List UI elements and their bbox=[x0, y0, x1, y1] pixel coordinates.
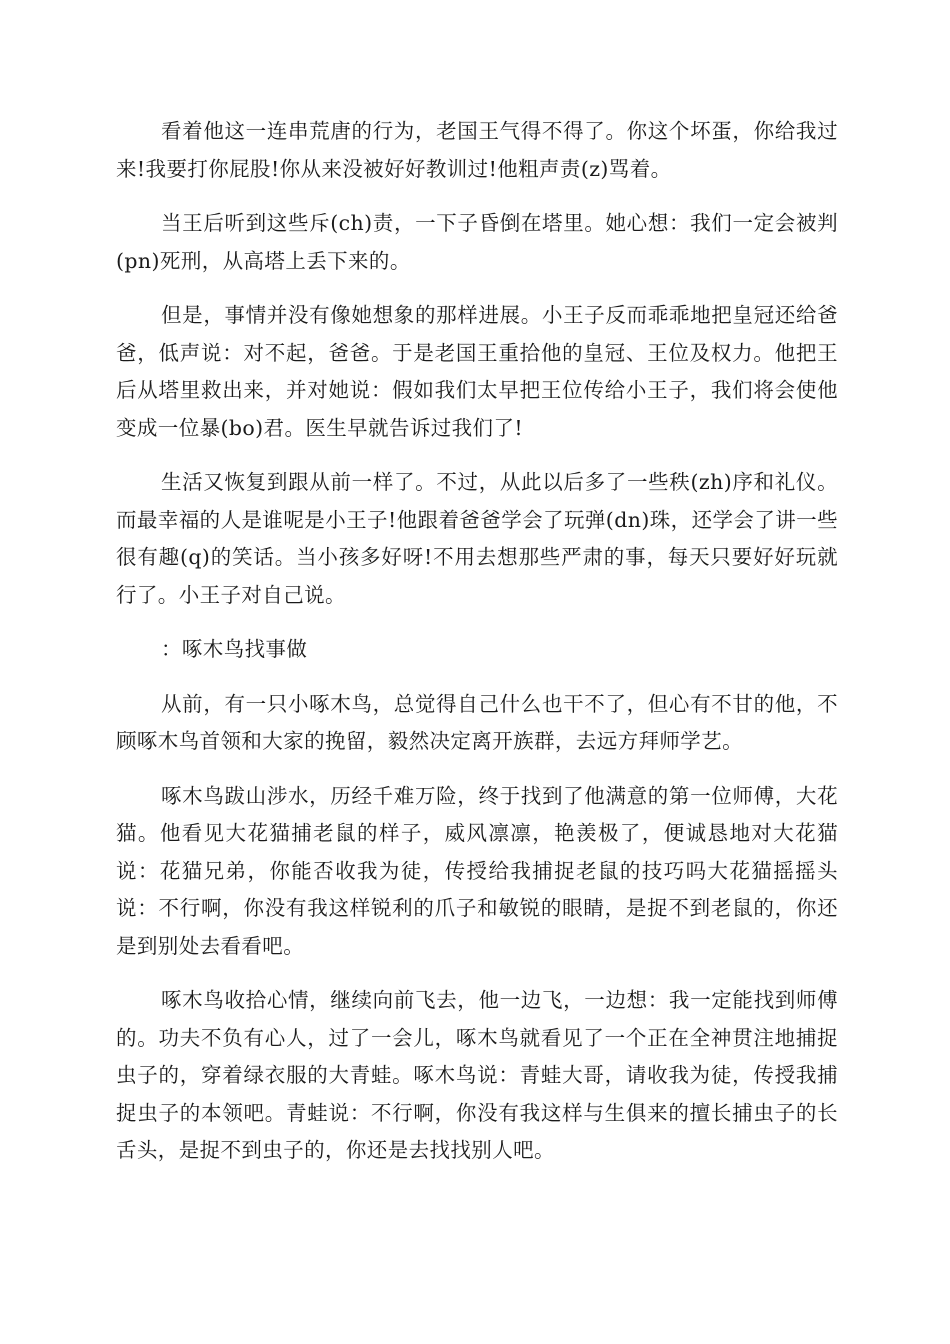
section-heading: ：啄木鸟找事做 bbox=[161, 637, 308, 661]
section-paragraph-1: 从前，有一只小啄木鸟，总觉得自己什么也干不了，但心有不甘的他，不顾啄木鸟首领和大家的挽留，毅然决定离开族群，去远方拜师学艺。 bbox=[116, 691, 838, 753]
paragraph-4: 生活又恢复到跟从前一样了。不过，从此以后多了一些秩(zh)序和礼仪。而最幸福的人是谁呢是小王子!他跟着爸爸学会了玩弹(dn)珠，还学会了讲一些很有趣(q)的笑话。当小孩多好呀!不用去想那些严肃的事，每天只要好好玩就行了。小王子对自己说。 bbox=[116, 470, 838, 607]
paragraph-3: 但是，事情并没有像她想象的那样进展。小王子反而乖乖地把皇冠还给爸爸，低声说：对不起，爸爸。于是老国王重拾他的皇冠、王位及权力。他把王后从塔里救出来，并对她说：假如我们太早把王位传给小王子，我们将会使他变成一位暴(bo)君。医生早就告诉过我们了! bbox=[116, 303, 838, 440]
section-paragraph-3: 啄木鸟收拾心情，继续向前飞去，他一边飞，一边想：我一定能找到师傅的。功夫不负有心人，过了一会儿，啄木鸟就看见了一个正在全神贯注地捕捉虫子的，穿着绿衣服的大青蛙。啄木鸟说：青蛙大哥，请收我为徒，传授我捕捉虫子的本领吧。青蛙说：不行啊，你没有我这样与生俱来的擅长捕虫子的长舌头，是捉不到虫子的，你还是去找找别人吧。 bbox=[116, 988, 838, 1162]
document-body bbox=[116, 113, 838, 1187]
paragraph-1: 看着他这一连串荒唐的行为，老国王气得不得了。你这个坏蛋，你给我过来!我要打你屁股!你从来没被好好教训过!他粗声责(z)骂着。 bbox=[116, 119, 838, 181]
paragraph-2: 当王后听到这些斥(ch)责，一下子昏倒在塔里。她心想：我们一定会被判(pn)死刑，从高塔上丢下来的。 bbox=[116, 211, 838, 273]
section-paragraph-2: 啄木鸟跋山涉水，历经千难万险，终于找到了他满意的第一位师傅，大花猫。他看见大花猫捕老鼠的样子，威风凛凛，艳羡极了，便诚恳地对大花猫说：花猫兄弟，你能否收我为徒，传授给我捕捉老鼠的技巧吗大花猫摇摇头说：不行啊，你没有我这样锐利的爪子和敏锐的眼睛，是捉不到老鼠的，你还是到别处去看看吧。 bbox=[116, 783, 838, 958]
